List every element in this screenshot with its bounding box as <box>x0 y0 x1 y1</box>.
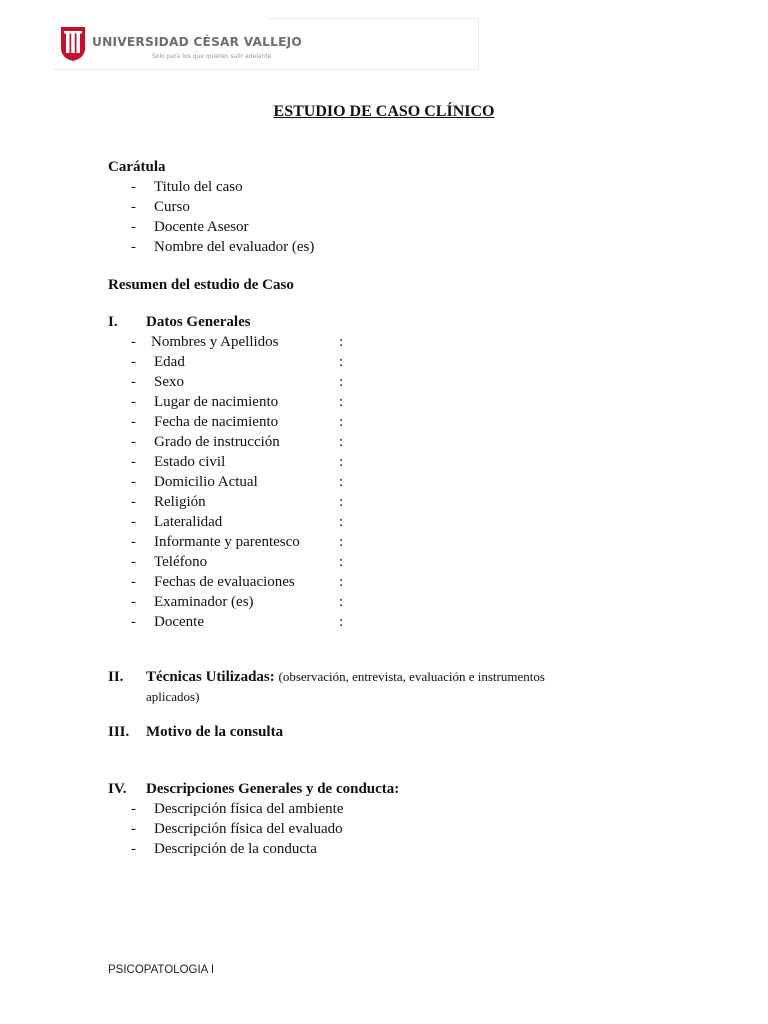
resumen-heading: Resumen del estudio de Caso <box>108 277 294 293</box>
field-colon: : <box>339 514 344 530</box>
section-2-line <box>146 669 545 686</box>
field-label: Domicilio Actual <box>154 474 258 490</box>
descripcion-item: Descripción física del evaluado <box>154 821 343 837</box>
caratula-heading: Carátula <box>108 159 166 175</box>
section-2-numeral: II. <box>108 669 124 685</box>
field-label: Edad <box>154 354 185 370</box>
list-dash: - <box>131 454 136 470</box>
list-dash: - <box>131 514 136 530</box>
field-label: Sexo <box>154 374 184 390</box>
field-colon: : <box>339 494 344 510</box>
list-dash: - <box>131 474 136 490</box>
descripcion-item: Descripción física del ambiente <box>154 801 344 817</box>
field-label: Nombres y Apellidos <box>151 334 279 350</box>
list-dash: - <box>131 394 136 410</box>
list-dash: - <box>131 841 136 857</box>
field-colon: : <box>339 594 344 610</box>
caratula-item: Nombre del evaluador (es) <box>154 239 315 255</box>
section-4-numeral: IV. <box>108 781 127 797</box>
logo-name: UNIVERSIDAD CÉSAR VALLEJO <box>92 35 302 49</box>
field-colon: : <box>339 334 344 350</box>
list-dash: - <box>131 354 136 370</box>
field-label: Grado de instrucción <box>154 434 280 450</box>
list-dash: - <box>131 574 136 590</box>
field-label: Teléfono <box>154 554 208 570</box>
section-1-numeral: I. <box>108 314 118 330</box>
field-colon: : <box>339 574 344 590</box>
caratula-item: Titulo del caso <box>154 179 243 195</box>
list-dash: - <box>131 801 136 817</box>
list-dash: - <box>131 534 136 550</box>
field-label: Fechas de evaluaciones <box>154 574 295 590</box>
list-dash: - <box>131 239 136 255</box>
logo-tagline: Solo para los que quieren salir adelante <box>152 53 272 60</box>
university-logo <box>54 18 302 68</box>
page-footer: PSICOPATOLOGIA I <box>108 964 215 976</box>
field-label: Informante y parentesco <box>154 534 300 550</box>
list-dash: - <box>131 614 136 630</box>
field-colon: : <box>339 534 344 550</box>
list-dash: - <box>131 179 136 195</box>
section-3-heading: Motivo de la consulta <box>146 724 284 740</box>
field-label: Lugar de nacimiento <box>154 394 279 410</box>
document-title: ESTUDIO DE CASO CLÍNICO <box>273 103 495 120</box>
field-colon: : <box>339 414 344 430</box>
list-dash: - <box>131 821 136 837</box>
list-dash: - <box>131 414 136 430</box>
list-dash: - <box>131 334 136 350</box>
field-label: Docente <box>154 614 204 630</box>
caratula-item: Curso <box>154 199 190 215</box>
list-dash: - <box>131 199 136 215</box>
field-colon: : <box>339 614 344 630</box>
field-label: Lateralidad <box>154 514 223 530</box>
descripcion-item: Descripción de la conducta <box>154 841 317 857</box>
section-3-numeral: III. <box>108 724 130 740</box>
section-2-note-continued: aplicados) <box>146 689 200 704</box>
list-dash: - <box>131 219 136 235</box>
field-colon: : <box>339 474 344 490</box>
university-crest-icon <box>59 26 87 62</box>
field-colon: : <box>339 354 344 370</box>
field-colon: : <box>339 394 344 410</box>
list-dash: - <box>131 494 136 510</box>
field-colon: : <box>339 454 344 470</box>
section-4-heading: Descripciones Generales y de conducta: <box>146 781 400 797</box>
list-dash: - <box>131 594 136 610</box>
list-dash: - <box>131 374 136 390</box>
section-2-note: (observación, entrevista, evaluación e instrumentos <box>278 669 545 684</box>
list-dash: - <box>131 554 136 570</box>
list-dash: - <box>131 434 136 450</box>
field-label: Fecha de nacimiento <box>154 414 279 430</box>
field-colon: : <box>339 554 344 570</box>
field-label: Estado civil <box>154 454 226 470</box>
field-label: Religión <box>154 494 206 510</box>
section-1-heading: Datos Generales <box>146 314 251 330</box>
caratula-item: Docente Asesor <box>154 219 249 235</box>
field-label: Examinador (es) <box>154 594 254 610</box>
field-colon: : <box>339 374 344 390</box>
section-2-heading: Técnicas Utilizadas: <box>146 669 275 685</box>
field-colon: : <box>339 434 344 450</box>
